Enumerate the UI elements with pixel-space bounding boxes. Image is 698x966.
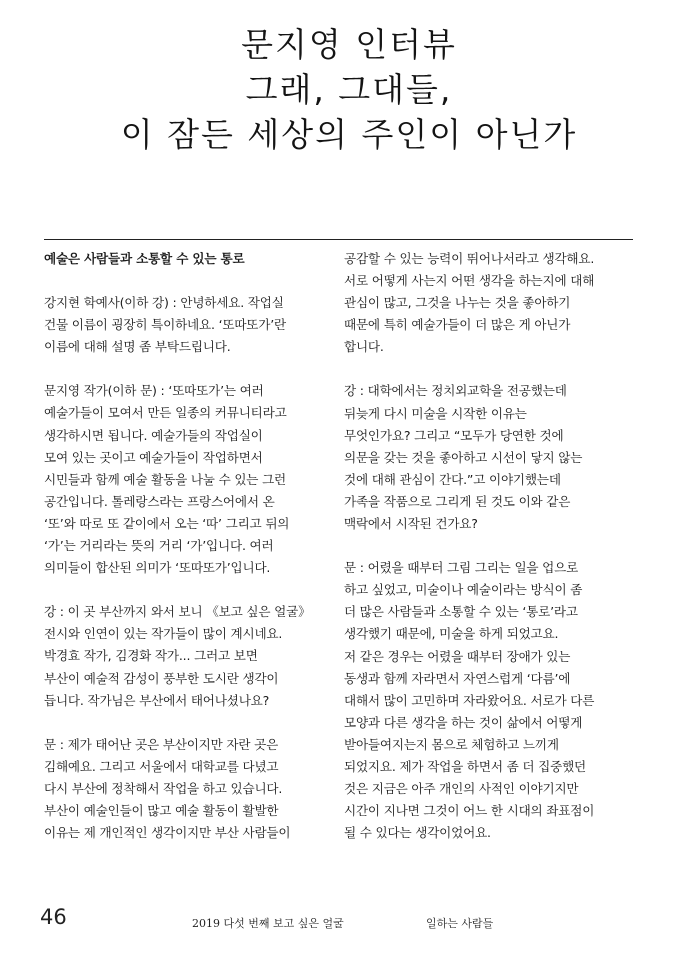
text-line: 무엇인가요? 그리고 “모두가 당연한 것에 xyxy=(344,427,564,443)
paragraph xyxy=(44,601,336,711)
text-line: 받아들여지는지 몸으로 체험하고 느끼게 xyxy=(344,736,559,752)
text-line: 생각했기 때문에, 미술을 하게 되었고요. xyxy=(344,626,559,642)
text-line: 것에 대해 관심이 간다.”고 이야기했는데 xyxy=(344,471,561,487)
text-line: 생각하시면 됩니다. 예술가들의 작업실이 xyxy=(44,427,263,443)
text-line: 시간이 지나면 그것이 어느 한 시대의 좌표점이 xyxy=(344,803,595,819)
text-line: 박경효 작가, 김경화 작가... 그러고 보면 xyxy=(44,648,258,664)
text-line: ‘또’와 따로 또 같이에서 오는 ‘따’ 그리고 뒤의 xyxy=(44,515,290,531)
text-line: 부산이 예술적 감성이 풍부한 도시란 생각이 xyxy=(44,670,279,686)
page-number: 46 xyxy=(40,905,67,929)
paragraph xyxy=(44,292,336,358)
text-line: 전시와 인연이 있는 작가들이 많이 계시네요. xyxy=(44,626,283,642)
text-line: 맥락에서 시작된 건가요? xyxy=(344,516,478,532)
text-line: 부산이 예술인들이 많고 예술 활동이 활발한 xyxy=(44,802,279,818)
paragraph xyxy=(44,734,336,844)
text-line: 합니다. xyxy=(344,339,384,355)
text-line: 더 많은 사람들과 소통할 수 있는 ‘통로’라고 xyxy=(344,604,578,620)
text-line: 되었지요. 제가 작업을 하면서 좀 더 집중했던 xyxy=(344,758,587,774)
text-line: 다시 부산에 정착해서 작업을 하고 있습니다. xyxy=(44,780,283,796)
text-line: 예술가들이 모여서 만든 일종의 커뮤니티라고 xyxy=(44,405,287,421)
text-line: 저 같은 경우는 어렸을 때부터 장애가 있는 xyxy=(344,648,571,664)
paragraph xyxy=(344,557,636,844)
text-line: 뒤늦게 다시 미술을 시작한 이유는 xyxy=(344,405,527,421)
text-line: 대해서 많이 고민하며 자라왔어요. 서로가 다른 xyxy=(344,692,595,708)
text-line: 시민들과 함께 예술 활동을 나눌 수 있는 그런 xyxy=(44,471,287,487)
text-line: 김해예요. 그리고 서울에서 대학교를 다녔고 xyxy=(44,758,279,774)
text-line: 모여 있는 곳이고 예술가들이 작업하면서 xyxy=(44,449,263,465)
text-line: 건물 이름이 굉장히 특이하네요. ‘또따또가’란 xyxy=(44,317,287,333)
footer-section: 일하는 사람들 xyxy=(426,917,494,930)
text-line: 강지현 학예사(이하 강) : 안녕하세요. 작업실 xyxy=(44,295,284,311)
text-line: 듭니다. 작가님은 부산에서 태어나셨나요? xyxy=(44,692,270,708)
text-line: 의미들이 합산된 의미가 ‘또따또가’입니다. xyxy=(44,560,271,576)
text-line: 이름에 대해 설명 좀 부탁드립니다. xyxy=(44,339,231,355)
text-line: 문 : 어렸을 때부터 그림 그리는 일을 업으로 xyxy=(344,560,579,576)
text-line: 문지영 작가(이하 문) : ‘또따또가’는 여러 xyxy=(44,383,264,399)
title-line-2: 그래, 그대들, xyxy=(245,70,453,109)
text-line: 이유는 제 개인적인 생각이지만 부산 사람들이 xyxy=(44,825,291,841)
text-line: 모양과 다른 생각을 하는 것이 삶에서 어떻게 xyxy=(344,714,583,730)
text-line: 때문에 특히 예술가들이 더 많은 게 아닌가 xyxy=(344,317,571,333)
text-line: 문 : 제가 태어난 곳은 부산이지만 자란 곳은 xyxy=(44,736,279,752)
paragraph xyxy=(44,380,336,579)
title-line-3: 이 잠든 세상의 주인이 아닌가 xyxy=(120,115,578,154)
title-line-1: 문지영 인터뷰 xyxy=(241,25,457,64)
paragraph xyxy=(344,248,636,358)
text-line: 될 수 있다는 생각이었어요. xyxy=(344,825,491,841)
footer-publication: 2019 다섯 번째 보고 싶은 얼굴 xyxy=(192,917,344,930)
section-heading: 예술은 사람들과 소통할 수 있는 통로 xyxy=(44,251,245,266)
text-line: 관심이 많고, 그것을 나누는 것을 좋아하기 xyxy=(344,295,571,311)
right-column xyxy=(344,248,636,866)
text-line: 강 : 대학에서는 정치외교학을 전공했는데 xyxy=(344,383,567,399)
text-line: ‘가’는 거리라는 뜻의 거리 ‘가’입니다. 여러 xyxy=(44,538,274,554)
paragraph xyxy=(344,380,636,535)
text-line: 강 : 이 곳 부산까지 와서 보니 《보고 싶은 얼굴》 xyxy=(44,604,311,620)
text-line: 서로 어떻게 사는지 어떤 생각을 하는지에 대해 xyxy=(344,273,595,289)
text-line: 것은 지금은 아주 개인의 사적인 이야기지만 xyxy=(344,781,579,797)
text-line: 공감할 수 있는 능력이 뛰어나서라고 생각해요. xyxy=(344,251,595,266)
text-line: 하고 싶었고, 미술이나 예술이라는 방식이 좀 xyxy=(344,582,583,598)
section-divider xyxy=(44,239,633,240)
text-line: 의문을 갖는 것을 좋아하고 시선이 닿지 않는 xyxy=(344,449,583,465)
text-line: 공간입니다. 톨레랑스라는 프랑스어에서 온 xyxy=(44,493,275,509)
article-title xyxy=(0,22,698,157)
text-line: 가족을 작품으로 그리게 된 것도 이와 같은 xyxy=(344,493,571,509)
left-column xyxy=(44,248,336,866)
text-line: 동생과 함께 자라면서 자연스럽게 ‘다름’에 xyxy=(344,670,571,686)
